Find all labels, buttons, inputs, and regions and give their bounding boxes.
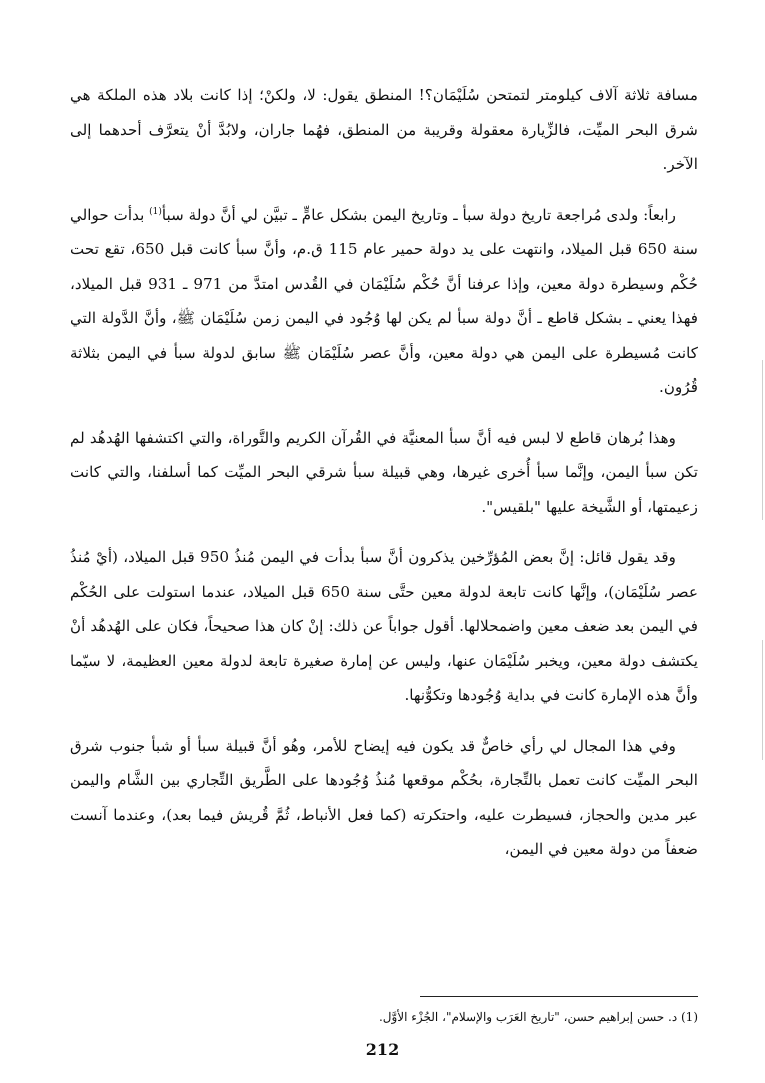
scan-edge-mark-lower bbox=[762, 640, 763, 760]
paragraph-2-lead: رابعاً: ولدى مُراجعة تاريخ دولة سبأ ـ وتاريخ اليمن بشكل عامٍّ ـ تبيَّن لي أنَّ دولة سبأ bbox=[161, 205, 676, 224]
paragraph-1: مسافة ثلاثة آلاف كيلومتر لتمتحن سُلَيْمَان؟! المنطق يقول: لا، ولكنْ؛ إذا كانت بلاد هذه الملكة هي شرق البحر الميِّت، فالزِّيارة معقولة وقريبة من المنطق، فهُما جاران، ولابُدَّ أنْ يتعرَّف أحدهما إلى الآخر. bbox=[70, 86, 698, 173]
page-body bbox=[70, 78, 698, 883]
scan-edge-mark bbox=[762, 360, 763, 520]
footnote: (1) د. حسن إبراهيم حسن، "تاريخ العَرَب والإسلام"، الجُزْء الأوَّل. bbox=[378, 1010, 698, 1024]
paragraph-2 bbox=[70, 198, 698, 405]
paragraph-4: وقد يقول قائل: إنَّ بعض المُؤرِّخين يذكرون أنَّ سبأ بدأت في اليمن مُنذُ 950 قبل الميلاد، (أيْ مُنذُ عصر سُلَيْمَان)، وإنَّها كانت تابعة لدولة معين حتَّى سنة 650 قبل الميلاد، عندما استولت على الحُكْم في اليمن بعد ضعف معين واضمحلالها. أقول جواباً عن ذلك: إنْ كان هذا صحيحاً، فكان على الهُدهُد أنْ يكتشف دولة معين، ويخبر سُلَيْمَان عنها، وليس عن إمارة صغيرة تابعة لدولة معين العظيمة، لا سيّما وأنَّ هذه الإمارة كانت في بداية وُجُودها وتكوُّنها. bbox=[70, 548, 699, 704]
page-number: 212 bbox=[365, 1040, 400, 1059]
paragraph-5: وفي هذا المجال لي رأي خاصٌّ قد يكون فيه إيضاح للأمر، وهُو أنَّ قبيلة سبأ أو شبأ جنوب شرق البحر الميِّت كانت تعمل بالتِّجارة، بحُكْم موقعها مُنذُ وُجُودها على الطَّريق التِّجاري بين الشَّام واليمن عبر مدين والحجاز، فسيطرت عليه، واحتكرته (كما فعل الأنباط، ثُمَّ قُريش فيما بعد)، وعندما آنست ضعفاً من دولة معين في اليمن، bbox=[70, 736, 698, 858]
footnote-reference[interactable]: (1) bbox=[149, 206, 162, 217]
footnote-divider bbox=[420, 996, 698, 997]
paragraph-3: وهذا بُرهان قاطع لا لبس فيه أنَّ سبأ المعنيَّة في القُرآن الكريم والتَّوراة، والتي اكتشفها الهُدهُد لم تكن سبأ اليمن، وإنَّما سبأ أُخرى غيرها، وهي قبيلة سبأ شرقي البحر الميِّت كما أسلفنا، والتي كانت زعيمتها، أو الشَّيخة عليها "بلقيس". bbox=[70, 428, 698, 516]
paragraph-2-body: بدأت حوالي سنة 650 قبل الميلاد، وانتهت على يد دولة حمير عام 115 ق.م، وأنَّ سبأ كانت قبل 650، تقع تحت حُكْم وسيطرة دولة معين، وإذا عرفنا أنَّ حُكْم سُلَيْمَان في القُدس امتدَّ من 971 ـ 931 قبل الميلاد، فهذا يعني ـ بشكل قاطع ـ أنَّ دولة سبأ لم يكن لها وُجُود في اليمن زمن سُلَيْمَان ﷺ، وأنَّ الدَّولة التي كانت مُسيطرة على اليمن هي دولة معين، وأنَّ عصر سُلَيْمَان ﷺ سابق لدولة سبأ في اليمن بثلاثة قُرُون. bbox=[70, 205, 698, 396]
